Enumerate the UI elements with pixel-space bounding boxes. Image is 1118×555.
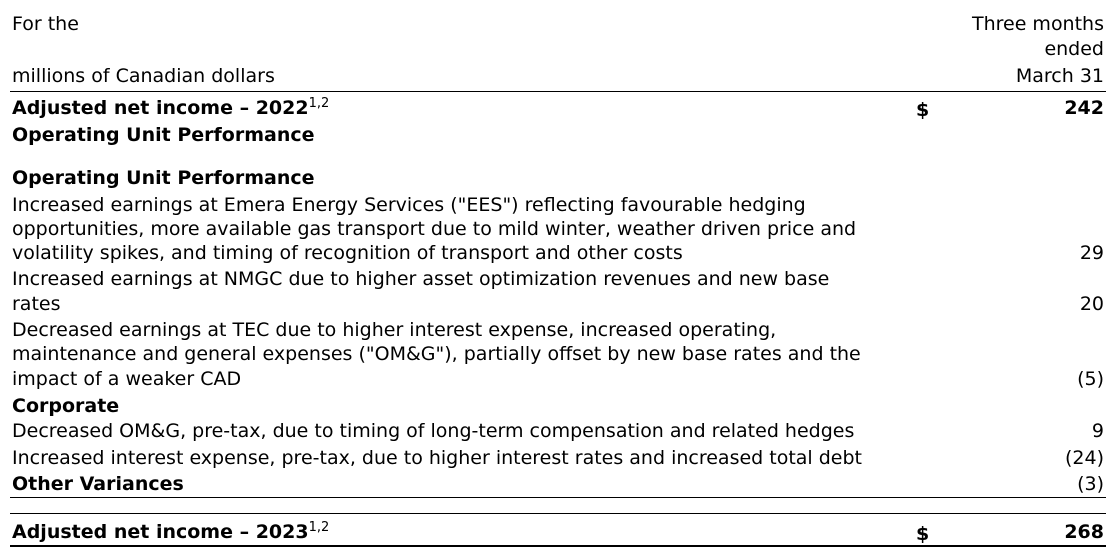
closing-label: Adjusted net income – 2023$^{1,2}$ xyxy=(12,520,330,543)
closing-footnote: 1,2 xyxy=(308,520,330,535)
corporate-heading: Corporate xyxy=(12,395,120,417)
operating-item-line: rates xyxy=(12,293,61,315)
header-rule xyxy=(10,91,1106,92)
closing-bottom-rule xyxy=(10,545,1106,547)
operating-item-value: 29 xyxy=(1079,242,1104,264)
operating-item-line: maintenance and general expenses ("OM&G"), partially offset by new base rates and the xyxy=(12,343,861,365)
closing-top-rule xyxy=(10,513,1106,514)
header-period-line3: March 31 xyxy=(1015,65,1104,87)
opening-currency: $ xyxy=(916,99,930,121)
header-period-line2: ended xyxy=(1044,38,1104,60)
corporate-item-label: Increased interest expense, pre-tax, due to higher interest rates and increased total debt xyxy=(12,447,862,469)
operating-item-value: 20 xyxy=(1079,293,1104,315)
operating-item-line: opportunities, more available gas transport due to mild winter, weather driven price and xyxy=(12,218,857,240)
operating-item-line: Increased earnings at NMGC due to higher asset optimization revenues and new base xyxy=(12,268,830,290)
header-period-line1: Three months xyxy=(971,13,1104,35)
other-variances-value: (3) xyxy=(1077,473,1104,495)
corporate-item-value: (24) xyxy=(1064,447,1104,469)
other-variances-label: Other Variances xyxy=(12,473,184,495)
corporate-item-label: Decreased OM&G, pre-tax, due to timing of long-term compensation and related hedges xyxy=(12,420,855,442)
operating-item-line: impact of a weaker CAD xyxy=(12,368,242,390)
opening-footnote: 1,2 xyxy=(308,96,330,111)
header-for-the: For the xyxy=(12,13,79,35)
corporate-item-value: 9 xyxy=(1091,420,1104,442)
opening-value: 242 xyxy=(1064,97,1104,119)
opening-label: Adjusted net income – 2022$^{1,2}$ xyxy=(12,96,330,119)
operating-item-line: Increased earnings at Emera Energy Services ("EES") reflecting favourable hedging xyxy=(12,194,806,216)
closing-currency: $ xyxy=(916,523,930,545)
closing-value: 268 xyxy=(1064,521,1104,543)
operating-item-value: (5) xyxy=(1077,368,1104,390)
header-units: millions of Canadian dollars xyxy=(12,65,275,87)
operating-item-line: Decreased earnings at TEC due to higher interest expense, increased operating, xyxy=(12,319,777,341)
section-heading-operating-2: Operating Unit Performance xyxy=(12,167,315,189)
subtotal-rule xyxy=(10,497,1106,498)
section-heading-operating-1: Operating Unit Performance xyxy=(12,124,315,146)
operating-item-line: volatility spikes, and timing of recognition of transport and other costs xyxy=(12,242,683,264)
